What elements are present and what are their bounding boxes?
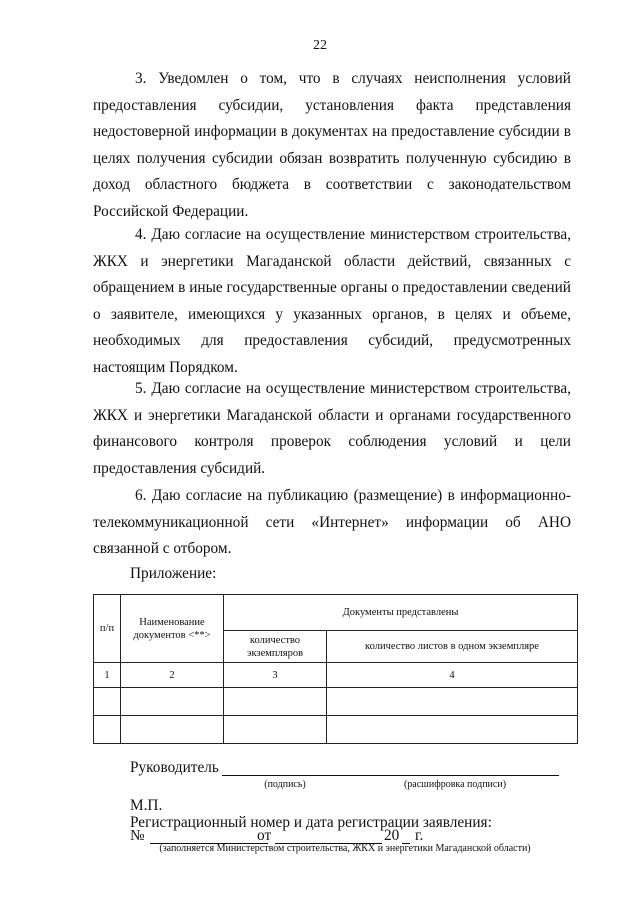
col-number-header: п/п: [94, 595, 121, 663]
table-cell: 4: [327, 663, 578, 688]
signature-line[interactable]: [222, 775, 559, 776]
table-row: [94, 688, 578, 716]
decoding-caption: (расшифровка подписи): [403, 779, 507, 790]
table-cell[interactable]: [327, 688, 578, 716]
table-cell[interactable]: [224, 688, 327, 716]
from-label: от: [257, 827, 272, 844]
table-numbering-row: [94, 663, 578, 688]
table-cell[interactable]: [94, 716, 121, 744]
table-cell[interactable]: [121, 716, 224, 744]
year-prefix: 20: [384, 827, 400, 844]
col-name-header: Наименование документов <**>: [121, 595, 224, 663]
documents-table: [93, 594, 578, 744]
table-cell: 1: [94, 663, 121, 688]
table-cell: 2: [121, 663, 224, 688]
page-number: 22: [313, 38, 327, 53]
year-suffix: г.: [415, 827, 424, 844]
ministry-note: (заполняется Министерством строительства, ЖКХ и энергетики Магаданской области): [159, 843, 531, 854]
col-copies-header: количество экземпляров: [224, 631, 327, 663]
paragraph-6: 6. Даю согласие на публикацию (размещение) в информационно-телекоммуникационной сети «Интернет» информации об АНО связанной с отбором.: [93, 487, 571, 557]
appendix-label: Приложение:: [130, 565, 217, 582]
signature-caption: (подпись): [264, 779, 306, 790]
table-cell[interactable]: [94, 688, 121, 716]
table-cell[interactable]: [224, 716, 327, 744]
number-sign: №: [130, 827, 145, 844]
col-docs-header: Документы представлены: [224, 595, 578, 631]
paragraph-5: 5. Даю согласие на осуществление министерством строительства, ЖКХ и энергетики Магаданской области и органами государственного финансового контроля проверок соблюдения условий и цели предоставления субсидий.: [93, 380, 571, 477]
table-cell[interactable]: [327, 716, 578, 744]
registration-label: Регистрационный номер и дата регистрации заявления:: [130, 814, 492, 831]
table-header-row: [94, 595, 578, 631]
table-cell[interactable]: [121, 688, 224, 716]
stamp-label: М.П.: [130, 797, 163, 814]
head-label: Руководитель: [130, 759, 219, 776]
paragraph-4: 4. Даю согласие на осуществление министерством строительства, ЖКХ и энергетики Магаданской области действий, связанных с обращением в иные государственные органы о предоставлении сведений о заявителе, имеющихся у указанных органов, в целях и объеме, необходимых для предоставления субсидий, предусмотренных настоящим Порядком.: [93, 226, 571, 376]
table-row: [94, 716, 578, 744]
col-sheets-header: количество листов в одном экземпляре: [327, 631, 578, 663]
table-cell: 3: [224, 663, 327, 688]
paragraph-3: 3. Уведомлен о том, что в случаях неисполнения условий предоставления субсидии, установления факта представления недостоверной информации в документах на предоставление субсидии в целях получения субсидии обязан возвратить полученную субсидию в доход областного бюджета в соответствии с законодательством Российской Федерации.: [93, 70, 571, 220]
